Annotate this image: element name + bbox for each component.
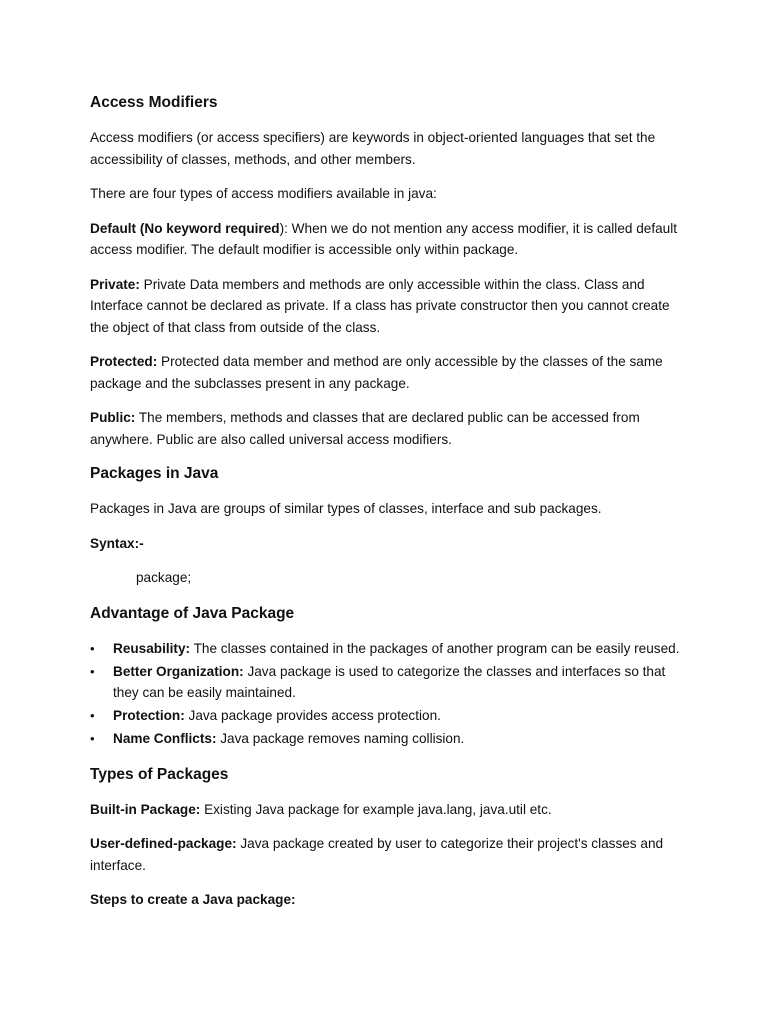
modifier-term: Private: [90,276,140,292]
modifier-private [90,274,680,339]
bullet-icon: • [90,731,95,746]
type-text: Java package created by user to categorize their project's classes and interface. [90,836,664,873]
advantage-term: Reusability: [113,640,191,656]
advantage-term: Better Organization: [113,663,244,679]
steps-label-text: Steps to create a Java package: [90,892,296,907]
heading-packages-in-java: Packages in Java [90,465,219,482]
syntax-label [90,533,680,555]
advantage-text: The classes contained in the packages of another program can be easily reused. [190,640,680,656]
syntax-code: package; [136,570,192,585]
modifier-term: Public: [90,410,136,425]
heading-access-modifiers: Access Modifiers [90,94,218,111]
type-built-in [90,799,680,821]
type-term: User-defined-package: [90,836,237,851]
syntax-label-text: Syntax:- [90,535,144,551]
advantage-list [90,638,680,750]
advantage-term: Protection: [113,708,185,723]
type-text: Existing Java package for example java.lang, java.util etc. [200,801,552,817]
type-user-defined [90,833,680,876]
bullet-icon: • [90,663,95,679]
type-term: Built-in Package: [90,801,201,817]
modifier-text: The members, methods and classes that are declared public can be accessed from anywhere. Public are also called universal access modifiers. [90,410,640,447]
list-item [90,638,680,660]
advantage-text: Java package removes naming collision. [216,731,465,746]
intro-paragraph: Access modifiers (or access specifiers) are keywords in object-oriented languages that set the accessibility of classes, methods, and other members. [90,130,656,167]
heading-types-of-packages: Types of Packages [90,765,229,783]
modifier-default [90,218,680,261]
modifier-term: Protected: [90,354,158,369]
list-item [90,661,680,704]
list-item [90,705,680,727]
packages-paragraph: Packages in Java are groups of similar types of classes, interface and sub packages. [90,501,602,516]
modifier-term: Default (No keyword required [90,220,280,236]
advantage-text: Java package provides access protection. [184,708,441,723]
advantage-text: Java package is used to categorize the classes and interfaces so that they can be easily maintained. [113,663,666,700]
bullet-icon: • [90,708,95,723]
bullet-icon: • [90,640,95,656]
modifier-public [90,407,680,450]
advantage-term: Name Conflicts: [113,731,217,746]
modifier-text: Private Data members and methods are only accessible within the class. Class and Interface cannot be declared as private. If a class has private constructor then you cannot create the object of that class from outside of the class. [90,276,670,335]
modifier-protected [90,351,680,394]
document-page [90,92,680,924]
heading-advantage: Advantage of Java Package [90,604,295,622]
modifier-text: Protected data member and method are only accessible by the classes of the same package and the subclasses present in any package. [90,354,663,391]
steps-label [90,889,680,911]
modifier-text: ): When we do not mention any access modifier, it is called default access modifier. The default modifier is accessible only within package. [90,220,678,257]
four-types-paragraph: There are four types of access modifiers available in java: [90,186,437,201]
list-item [90,728,680,750]
